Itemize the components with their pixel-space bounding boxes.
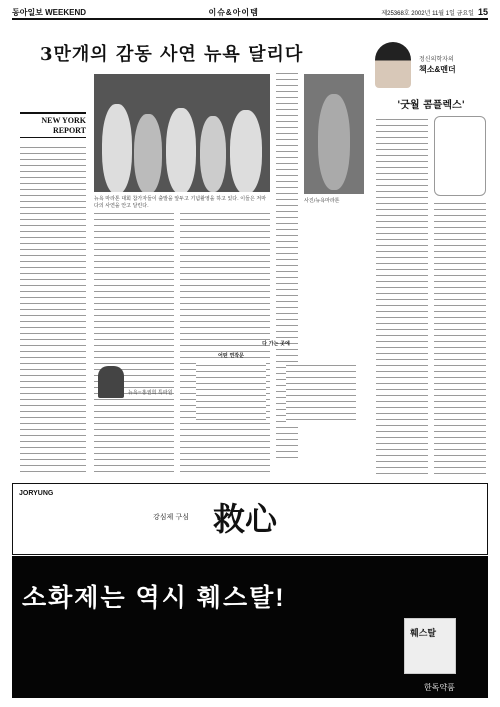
page-header xyxy=(12,6,488,20)
inset-photo xyxy=(304,74,364,194)
article-column-1 xyxy=(20,144,86,472)
headline: 3만개의 감동 사연 뉴욕 달리다 xyxy=(40,44,304,65)
page-number: 15 xyxy=(477,7,488,17)
column-title: 책소&멘더 xyxy=(419,65,456,74)
paper-name: 동아일보 WEEKEND xyxy=(12,7,87,17)
column-writer: 정신의학자의 xyxy=(419,57,454,63)
poem-right xyxy=(286,362,356,422)
product-name: 훼스탈 xyxy=(410,629,437,639)
column-subtitle: '굿월 콤플렉스' xyxy=(397,100,465,111)
columnist-photo xyxy=(375,42,411,88)
inset-caption: 사진/뉴욕마라톤 xyxy=(304,198,340,204)
marathon-photo xyxy=(94,74,270,192)
poem-left-title: 어떤 연작문 xyxy=(218,353,244,359)
ad-headline: 救心 xyxy=(213,500,278,538)
festal-ad xyxy=(12,556,488,698)
section-name: 이슈&아이템 xyxy=(208,7,259,17)
company-name: 한독약품 xyxy=(424,683,455,692)
article-column-2 xyxy=(94,210,174,472)
photo-caption: 뉴욕 마라톤 대회 참가자들이 출발을 앞두고 기념촬영을 하고 있다. 이들은 저마다의 사연을 안고 달린다. xyxy=(94,196,267,209)
reporter-portrait xyxy=(98,366,124,398)
portrait-caption: 뉴욕=홍권희 특파원 xyxy=(128,390,173,396)
column-text-1 xyxy=(376,116,428,474)
poem-left xyxy=(196,362,266,422)
edition-info: 제25368호 2002년 11월 1일 금요일 15 xyxy=(381,7,488,17)
column-illustration xyxy=(434,116,486,196)
ad-slogan: 소화제는 역시 훼스탈! xyxy=(22,584,286,612)
poem-section-title: 다 가는 곳에 xyxy=(262,341,290,347)
ad-brand: JORYUNG xyxy=(19,490,54,497)
ad-sub: 강심제 구심 xyxy=(153,513,190,521)
column-header xyxy=(375,38,487,90)
column-text-2 xyxy=(434,200,486,474)
section-kicker: NEW YORK REPORT xyxy=(20,112,86,138)
jo-ryung-ad xyxy=(12,483,488,555)
